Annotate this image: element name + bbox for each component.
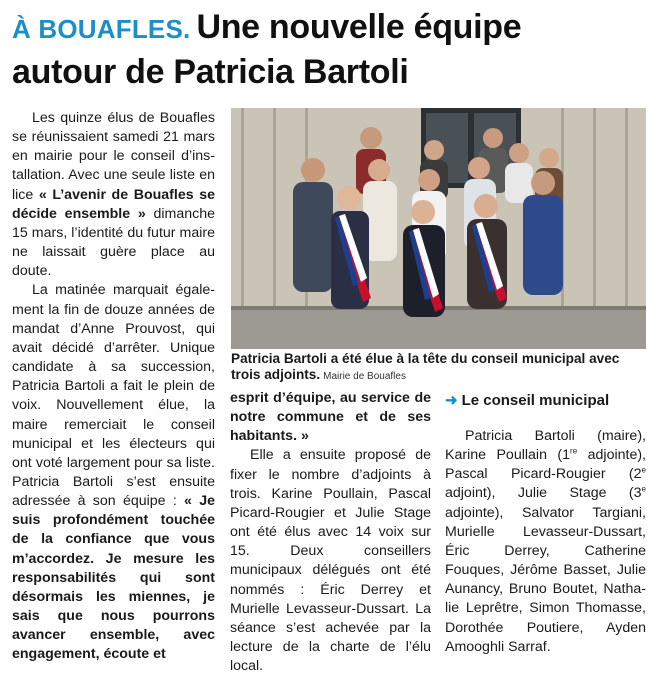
headline-title-part-1: Une nouvelle équipe xyxy=(196,8,522,46)
article-column-2 xyxy=(230,389,431,676)
arrow-icon: ➜ xyxy=(445,392,458,409)
headline-line-1 xyxy=(12,6,652,51)
article-paragraph: Elle a ensuite proposé de fixer le nombre d’adjoints à trois. Karine Poullain, Pascal Picard-Rougier et Julie Stage ont été élus avec 14 voix sur 15. Deux conseillers municipaux délégués ont été nommés : Éric Derrey et Murielle Levasseur-Dussart. La séance s’est achevée par la lecture de la charte de l’élu local. xyxy=(230,447,431,675)
caption-text: Patricia Bartoli a été élue à la tête du conseil municipal avec trois adjoints. xyxy=(231,351,620,382)
council-members-list xyxy=(445,427,646,657)
headline-kicker: À BOUAFLES. xyxy=(12,14,191,44)
photo-credit: Mairie de Bouafles xyxy=(323,371,406,382)
front-row-people xyxy=(331,186,507,317)
photo-caption xyxy=(231,351,647,385)
photo-illustration xyxy=(231,108,646,349)
article-column-1 xyxy=(12,109,215,665)
article-paragraph: La matinée marquait également la fin de douze années de mandat d’Anne Prouvost, qui avait décidé d’arrêter. Unique candidate à sa succession, Patricia Bartoli a fait le plein de voix. Nouvellement élue, la maire remerciait le conseil municipal et les électeurs qui ont voté largement pour sa liste. Patricia Bartoli s’est ensuite adressée à son équipe : « Je suis profondément touchée de la confiance que vous m’accordez. Je mesure les responsabilités qui sont désormais les miennes, je sais que nous pourrons avancer ensemble, avec engagement, écoute et xyxy=(12,282,215,663)
council-group-photo xyxy=(231,108,646,349)
council-members-text: Patricia Bartoli (maire), Karine Poullain (1re adjointe), Pascal Picard-Rougier (2e adjoint), Julie Stage (3e adjointe), Salvator Targiani, Murielle Levasseur-Dussart, Éric Derrey, Catherine Fouques, Jérôme Basset, Julie Aunancy, Bruno Boutet, Nathalie Leprêtre, Simon Thomasse, Dorothée Poutiere, Ayden Amooghli Sarraf. xyxy=(445,428,646,655)
sidebar-title-text: Le conseil municipal xyxy=(461,392,610,409)
article-paragraph: Les quinze élus de Bouafles se réunissaient samedi 21 mars en mairie pour le conseil d’installation. Avec une seule liste en lice « L’avenir de Bouafles se décide ensemble » dimanche 15 mars, l’identité du futur maire ne laissait guère place au doute. xyxy=(12,110,215,280)
article-paragraph-continued: esprit d’équipe, au service de notre commune et de ses habitants. » xyxy=(230,390,431,445)
sidebar-title xyxy=(445,392,609,410)
headline-line-2: autour de Patricia Bartoli xyxy=(12,53,409,91)
headline xyxy=(12,6,652,94)
